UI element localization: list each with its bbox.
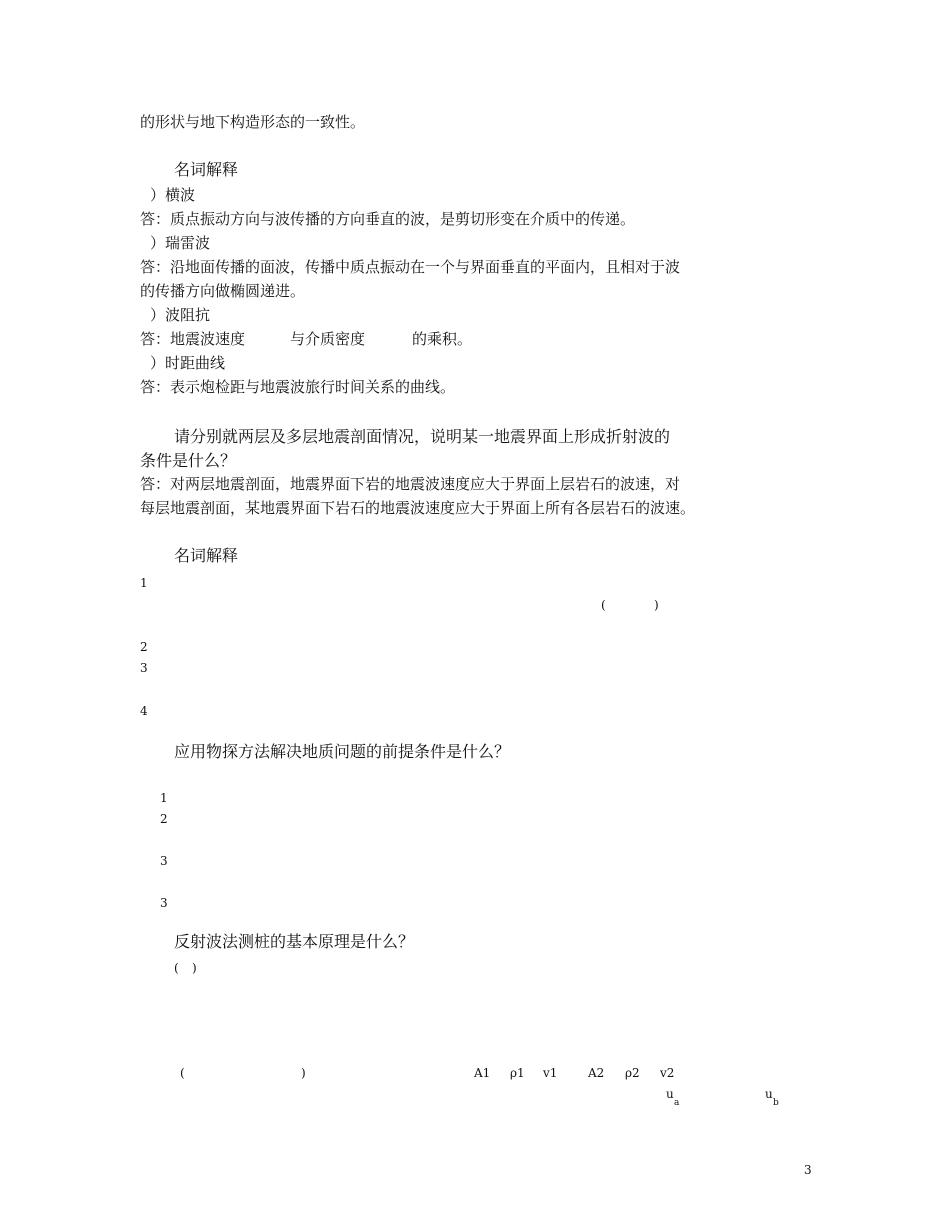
answer-line: 答：表示炮检距与地震波旅行时间关系的曲线。 (140, 378, 456, 396)
symbol-rho2: ρ2 (625, 1066, 640, 1080)
list-number: 3 (160, 896, 168, 910)
question-heading: 应用物探方法解决地质问题的前提条件是什么？ (174, 742, 511, 761)
text-fragment: ( (180, 1066, 185, 1080)
page-number: 3 (804, 1163, 812, 1177)
section-heading: 名词解释 (174, 546, 239, 565)
answer-line: 答：地震波速度 (140, 330, 246, 348)
symbol-u: u (765, 1087, 773, 1101)
subscript-a: a (674, 1098, 680, 1108)
answer-line: 每层地震剖面，某地震界面下岩石的地震波速度应大于界面上所有各层岩石的波速。 (140, 499, 696, 517)
term-title: ）横波 (150, 186, 196, 204)
symbol-rho1: ρ1 (510, 1066, 525, 1080)
term-title: ）瑞雷波 (150, 234, 211, 252)
symbol-u: u (666, 1087, 674, 1101)
text-fragment: ) (192, 961, 197, 975)
text-fragment: ( (174, 961, 179, 975)
list-number: 3 (160, 854, 168, 868)
symbol-v2: v2 (660, 1066, 675, 1080)
list-number: 2 (160, 812, 168, 826)
text-fragment: ) (301, 1066, 306, 1080)
list-number: 1 (160, 791, 168, 805)
text-fragment: ( (601, 598, 606, 612)
question-heading: 条件是什么？ (140, 451, 237, 470)
symbol-A2: A2 (588, 1066, 605, 1080)
list-number: 3 (140, 661, 148, 675)
answer-line: 答：对两层地震剖面，地震界面下岩的地震波速度应大于界面上层岩石的波速，对 (140, 475, 681, 493)
answer-line: 的传播方向做椭圆递进。 (140, 282, 306, 300)
answer-line-part: 的乘积。 (412, 330, 473, 348)
answer-line: 答：质点振动方向与波传播的方向垂直的波，是剪切形变在介质中的传递。 (140, 210, 636, 228)
symbol-v1: v1 (543, 1066, 558, 1080)
answer-line: 答：沿地面传播的面波，传播中质点振动在一个与界面垂直的平面内，且相对于波 (140, 258, 681, 276)
list-number: 4 (140, 704, 148, 718)
section-heading: 名词解释 (174, 160, 239, 179)
symbol-A1: A1 (474, 1066, 491, 1080)
list-number: 2 (140, 640, 148, 654)
term-title: ）时距曲线 (150, 354, 226, 372)
text-fragment: ) (654, 598, 659, 612)
question-heading: 反射波法测桩的基本原理是什么？ (174, 932, 415, 951)
list-number: 1 (140, 576, 148, 590)
subscript-b: b (773, 1098, 779, 1108)
text-line: 的形状与地下构造形态的一致性。 (140, 113, 366, 131)
answer-line-part: 与介质密度 (290, 330, 366, 348)
question-heading: 请分别就两层及多层地震剖面情况，说明某一地震界面上形成折射波的 (174, 427, 671, 446)
term-title: ）波阻抗 (150, 306, 211, 324)
